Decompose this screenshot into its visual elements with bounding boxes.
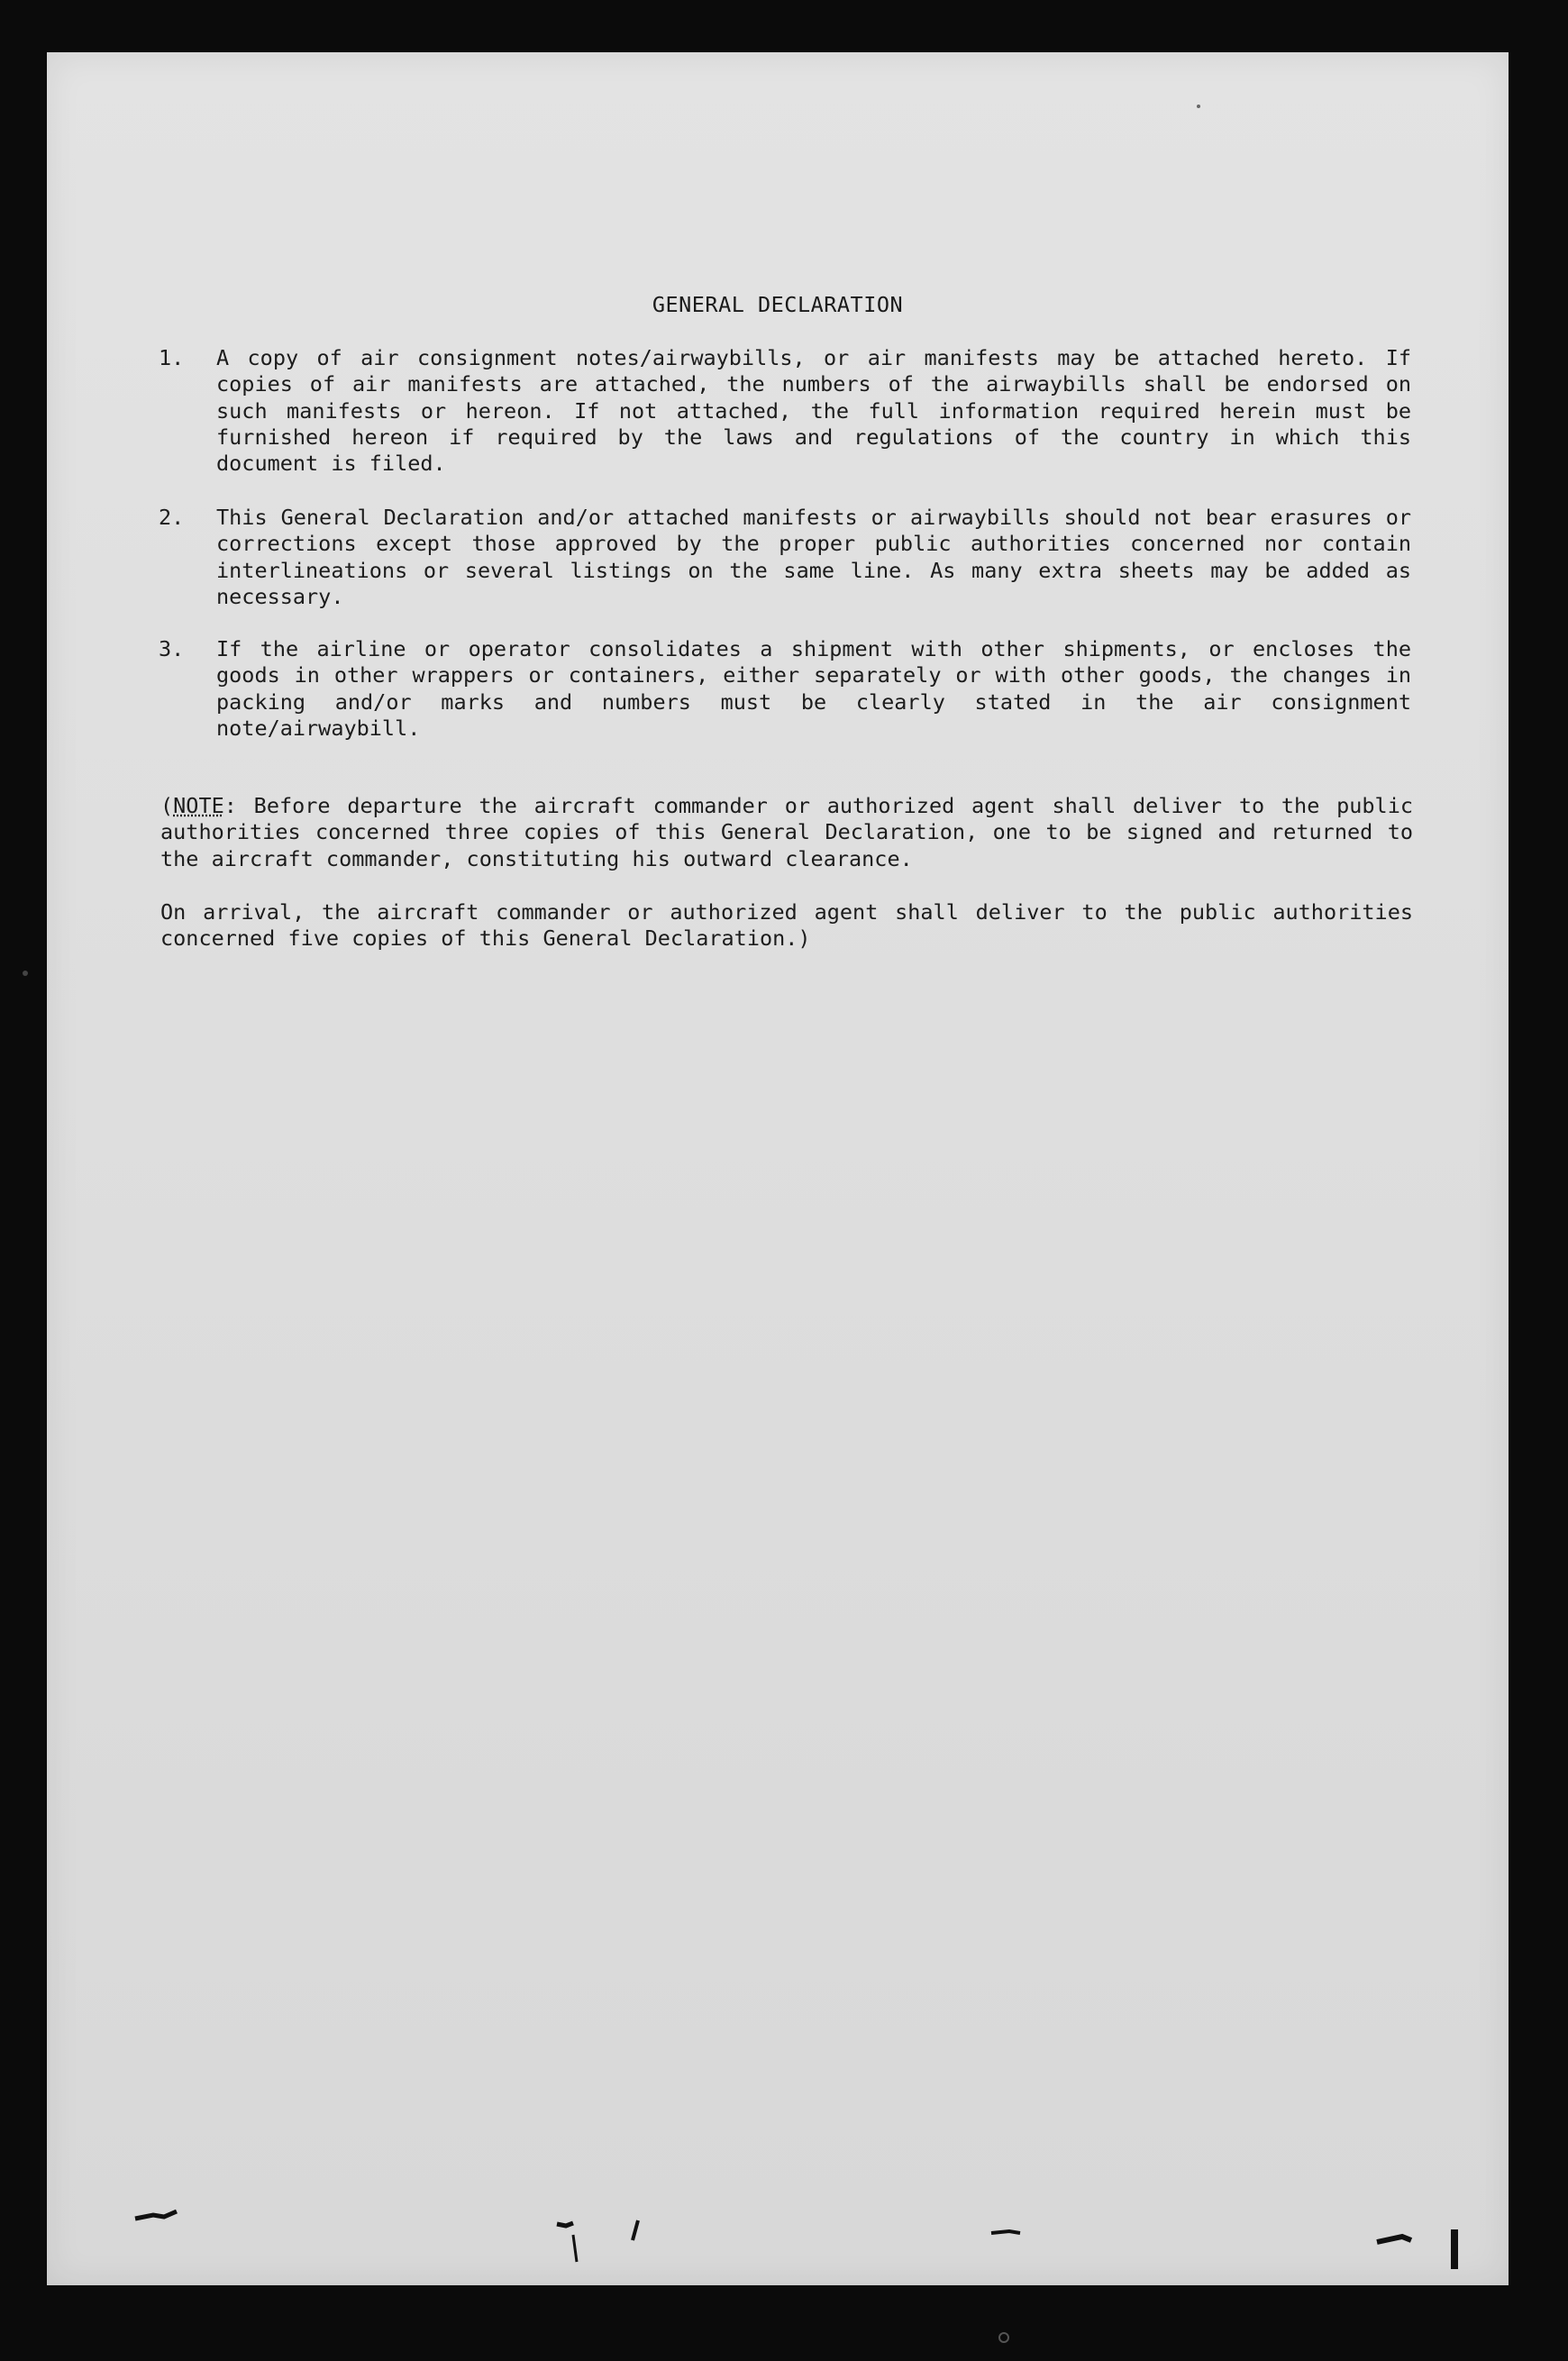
item-number: 3.	[159, 636, 185, 661]
scan-mark	[633, 2220, 638, 2240]
document-title: GENERAL DECLARATION	[652, 292, 904, 317]
note-open-paren: (	[160, 793, 174, 818]
note-colon: :	[223, 793, 237, 818]
scan-mark	[999, 2333, 1008, 2342]
note-paragraph-arrival: On arrival, the aircraft commander or authorized agent shall deliver to the public authorities concerned five copies of this General Declaration.)	[160, 899, 1413, 952]
scan-mark	[991, 2231, 1020, 2233]
scan-mark	[135, 2211, 177, 2219]
note-label: NOTE	[173, 793, 224, 818]
scan-mark	[1377, 2237, 1411, 2242]
item-number: 2.	[159, 505, 185, 530]
scan-mark	[557, 2223, 573, 2226]
scan-mark	[1197, 105, 1200, 108]
item-text: A copy of air consignment notes/airwaybills, or air manifests may be attached hereto. If copies of air manifests are attached, the numbers of the airwaybills shall be endorsed on such manifests or hereon. If not attached, the full information required herein must be furnished hereon if required by the laws and regulations of the country in which this document is filed.	[216, 345, 1411, 477]
item-text: If the airline or operator consolidates a shipment with other shipments, or encloses the goods in other wrappers or containers, either separately or with other goods, the changes in packing and/or marks and numbers must be clearly stated in the air consignment note/airwaybill.	[216, 636, 1411, 741]
note-departure-text: Before departure the aircraft commander or authorized agent shall deliver to the public authorities concerned three copies of this General Declaration, one to be signed and returned to the aircraft commander, constituting his outward clearance.	[160, 793, 1413, 871]
scan-mark	[23, 971, 28, 976]
item-number: 1.	[159, 345, 185, 370]
item-text: This General Declaration and/or attached manifests or airwaybills should not bear erasures or corrections except those approved by the proper public authorities concerned nor contain interlineations or several listings on the same line. As many extra sheets may be added as necessary.	[216, 505, 1411, 609]
scan-mark	[573, 2235, 577, 2262]
